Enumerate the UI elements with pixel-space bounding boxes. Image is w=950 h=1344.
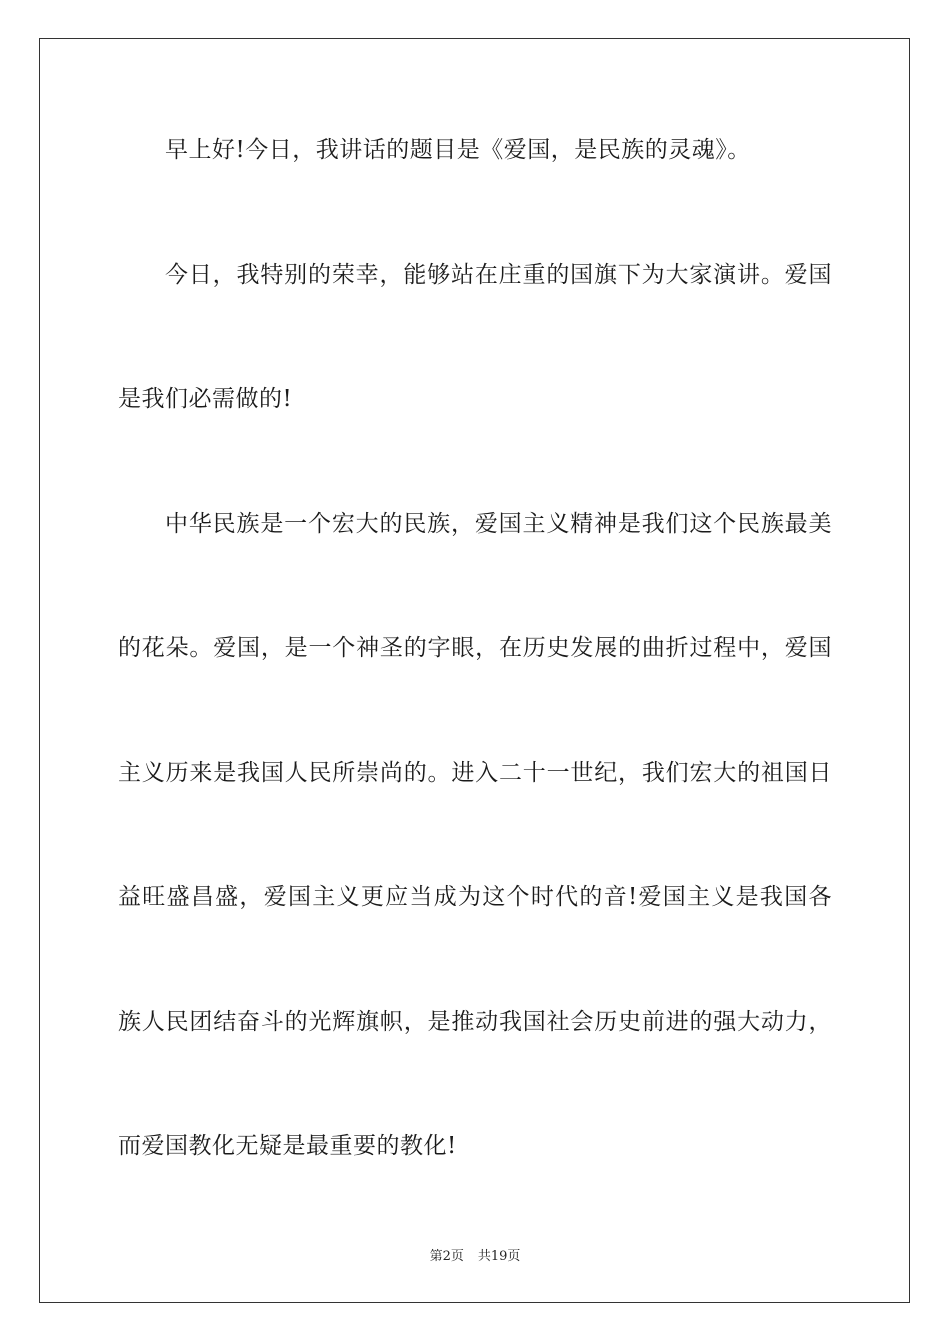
- paragraph-3-line-3: 主义历来是我国人民所崇尚的。进入二十一世纪，我们宏大的祖国日: [118, 760, 832, 786]
- paragraph-3-line-4: 益旺盛昌盛，爱国主义更应当成为这个时代的音!爱国主义是我国各: [118, 884, 832, 910]
- page-number-total: 共19页: [477, 1249, 521, 1264]
- paragraph-1-line-1: 早上好!今日，我讲话的题目是《爱国，是民族的灵魂》。: [165, 137, 751, 163]
- paragraph-2-line-2: 是我们必需做的!: [118, 386, 293, 412]
- page-number-current: 第2页: [429, 1249, 464, 1264]
- paragraph-3-line-5: 族人民团结奋斗的光辉旗帜，是推动我国社会历史前进的强大动力，: [118, 1009, 832, 1035]
- paragraph-2-line-1: 今日，我特别的荣幸，能够站在庄重的国旗下为大家演讲。爱国: [165, 262, 832, 288]
- page-border: [39, 38, 910, 1303]
- paragraph-3-line-2: 的花朵。爱国，是一个神圣的字眼，在历史发展的曲折过程中，爱国: [118, 635, 832, 661]
- paragraph-3-line-1: 中华民族是一个宏大的民族，爱国主义精神是我们这个民族最美: [165, 511, 832, 537]
- page-footer: [0, 1248, 950, 1266]
- paragraph-3-line-6: 而爱国教化无疑是最重要的教化!: [118, 1133, 457, 1159]
